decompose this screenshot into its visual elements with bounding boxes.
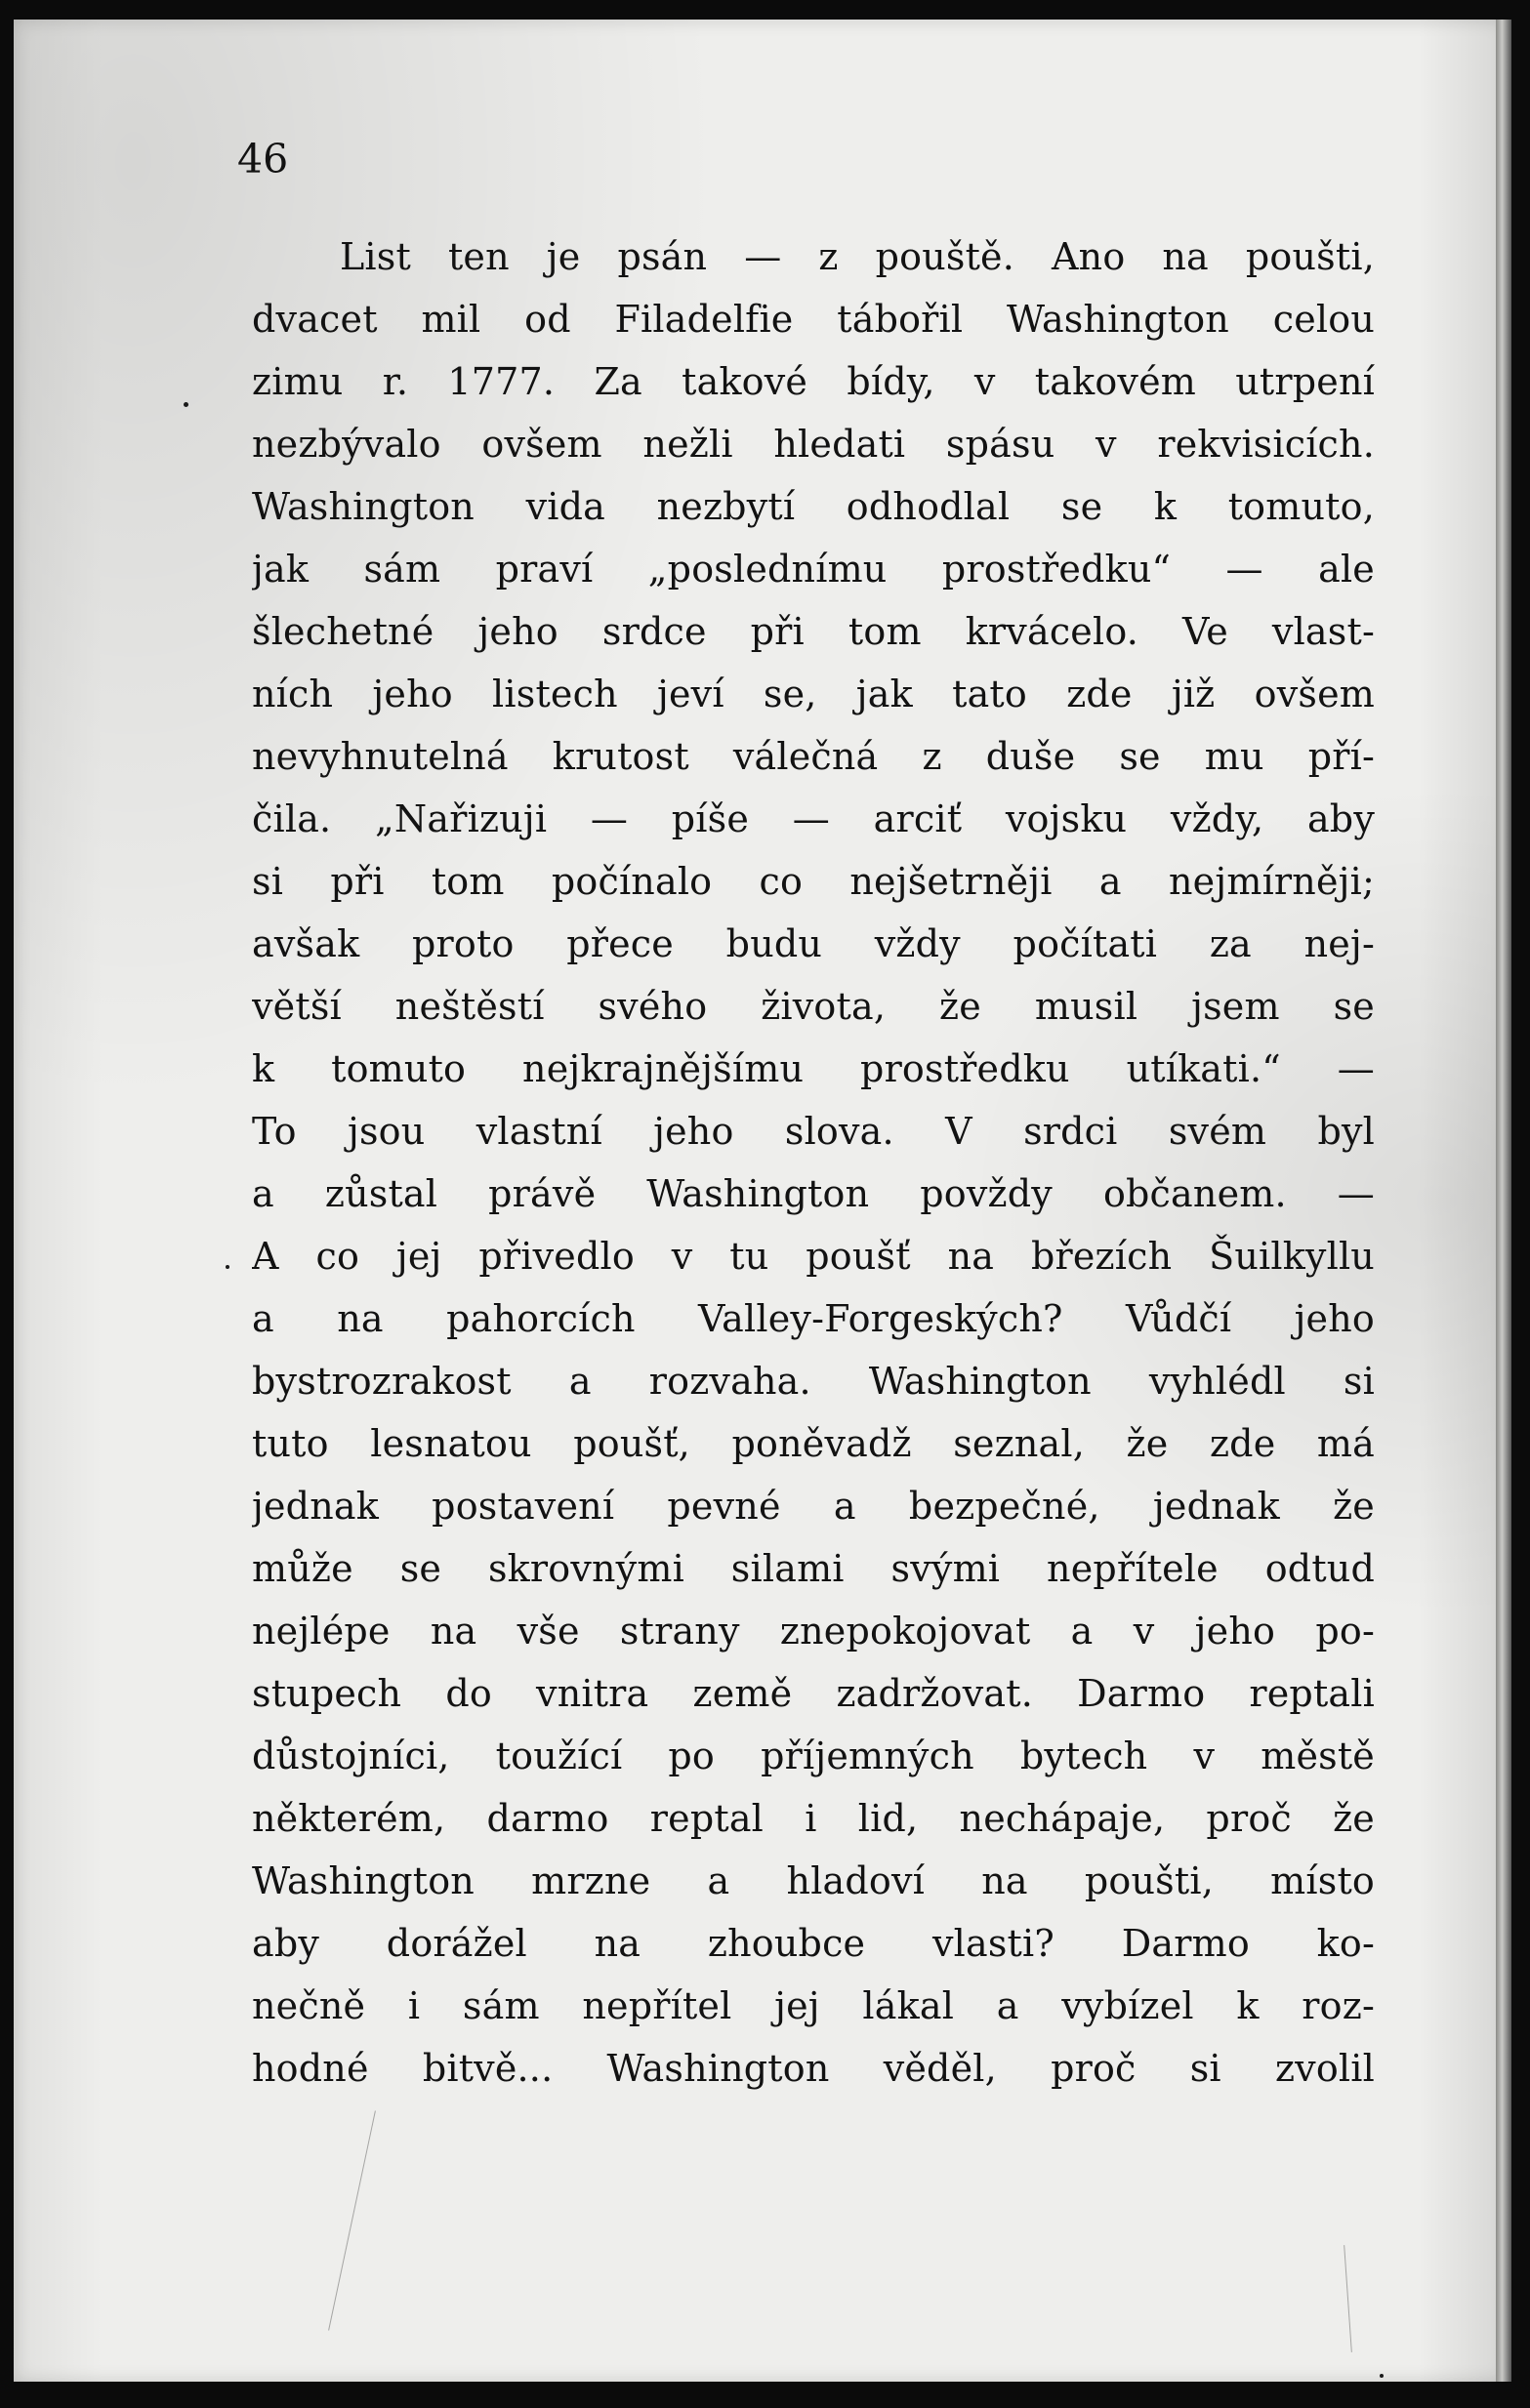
text-line: Washington mrzne a hladoví na poušti, místo xyxy=(252,1859,1375,1902)
text-line: nevyhnutelná krutost válečná z duše se mu pří- xyxy=(252,735,1375,778)
text-line: čila. „Nařizuji — píše — arciť vojsku vždy, aby xyxy=(252,797,1375,840)
text-line: si při tom počínalo co nejšetrněji a nejmírněji; xyxy=(252,860,1375,903)
text-line: jednak postavení pevné a bezpečné, jednak že xyxy=(252,1485,1375,1528)
scan-speck xyxy=(226,1265,229,1269)
text-line: důstojníci, toužící po příjemných bytech v městě xyxy=(252,1735,1375,1777)
text-line: aby dorážel na zhoubce vlasti? Darmo ko- xyxy=(252,1922,1375,1965)
text-line: stupech do vnitra země zadržovat. Darmo reptali xyxy=(252,1672,1375,1715)
text-line: šlechetné jeho srdce při tom krvácelo. Ve vlast- xyxy=(252,610,1375,653)
text-line: a zůstal právě Washington povždy občanem. — xyxy=(252,1172,1375,1215)
text-line: nejlépe na vše strany znepokojovat a v jeho po- xyxy=(252,1610,1375,1653)
page-edge xyxy=(1496,20,1511,2382)
text-line: To jsou vlastní jeho slova. V srdci svém byl xyxy=(252,1110,1375,1153)
text-line: může se skrovnými silami svými nepřítele odtud xyxy=(252,1547,1375,1590)
text-line: Washington vida nezbytí odhodlal se k tomuto, xyxy=(252,485,1375,528)
page-number: 46 xyxy=(237,136,289,183)
text-line: nezbývalo ovšem nežli hledati spásu v rekvisicích. xyxy=(252,423,1375,466)
text-line: List ten je psán — z pouště. Ano na poušti, xyxy=(340,235,1375,278)
text-line: avšak proto přece budu vždy počítati za nej- xyxy=(252,922,1375,965)
text-line: A co jej přivedlo v tu poušť na březích Šuilkyllu xyxy=(252,1235,1375,1278)
text-line: k tomuto nejkrajnějšímu prostředku utíkati.“ — xyxy=(252,1047,1375,1090)
text-line: tuto lesnatou poušť, poněvadž seznal, že zde má xyxy=(252,1422,1375,1465)
text-line: hodné bitvě... Washington věděl, proč si zvolil xyxy=(252,2047,1375,2090)
text-line: ních jeho listech jeví se, jak tato zde již ovšem xyxy=(252,673,1375,715)
text-line: zimu r. 1777. Za takové bídy, v takovém utrpení xyxy=(252,360,1375,403)
text-line: některém, darmo reptal i lid, nechápaje, proč že xyxy=(252,1797,1375,1840)
text-line: dvacet mil od Filadelfie tábořil Washington celou xyxy=(252,298,1375,341)
text-line: větší neštěstí svého života, že musil jsem se xyxy=(252,985,1375,1028)
text-line: bystrozrakost a rozvaha. Washington vyhlédl si xyxy=(252,1360,1375,1403)
text-line: nečně i sám nepřítel jej lákal a vybízel k roz- xyxy=(252,1984,1375,2027)
scan-speck xyxy=(1380,2374,1384,2378)
scan-speck xyxy=(184,402,188,407)
text-line: a na pahorcích Valley-Forgeských? Vůdčí jeho xyxy=(252,1297,1375,1340)
text-line: jak sám praví „poslednímu prostředku“ — ale xyxy=(252,548,1375,591)
body-text xyxy=(252,225,1375,2100)
